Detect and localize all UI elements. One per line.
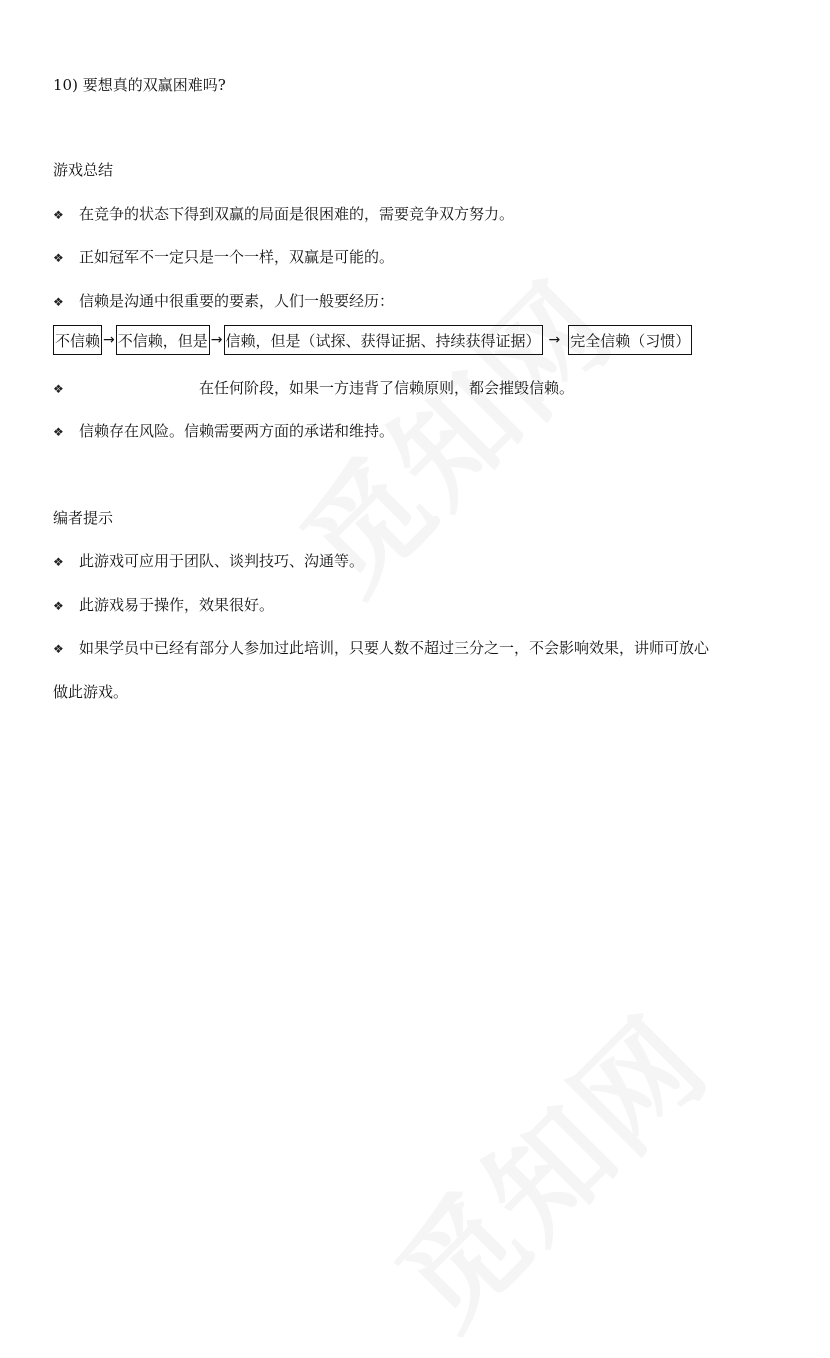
bullet-text: 信赖是沟通中很重要的要素，人们一般要经历： bbox=[79, 292, 395, 310]
bullet-text: 如果学员中已经有部分人参加过此培训，只要人数不超过三分之一，不会影响效果，讲师可放心 bbox=[79, 639, 710, 657]
flow-step: 不信赖，但是 bbox=[116, 325, 210, 355]
editor-bullet bbox=[53, 637, 709, 658]
diamond-bullet-icon: ❖ bbox=[53, 295, 64, 309]
summary-bullet bbox=[53, 203, 514, 224]
watermark bbox=[354, 974, 739, 1358]
bullet-text: 此游戏易于操作，效果很好。 bbox=[79, 596, 275, 614]
right-arrow-icon: → bbox=[103, 332, 115, 348]
diamond-bullet-icon: ❖ bbox=[53, 251, 64, 265]
diamond-bullet-icon: ❖ bbox=[53, 208, 64, 222]
summary-bullet bbox=[53, 246, 394, 267]
diamond-bullet-icon: ❖ bbox=[53, 555, 64, 569]
summary-bullet bbox=[53, 420, 394, 441]
diamond-bullet-icon: ❖ bbox=[53, 642, 64, 656]
question-text: 10) 要想真的双赢困难吗? bbox=[53, 76, 226, 94]
flow-step: 不信赖 bbox=[53, 325, 102, 355]
bullet-text: 在任何阶段，如果一方违背了信赖原则，都会摧毁信赖。 bbox=[199, 379, 575, 397]
editor-continuation: 做此游戏。 bbox=[53, 683, 129, 701]
editor-bullet bbox=[53, 550, 364, 571]
flow-step: 信赖，但是（试探、获得证据、持续获得证据） bbox=[224, 325, 543, 355]
bullet-text: 在竞争的状态下得到双赢的局面是很困难的，需要竞争双方努力。 bbox=[79, 205, 515, 223]
editor-bullet bbox=[53, 594, 274, 615]
summary-bullet bbox=[53, 377, 574, 398]
summary-bullet bbox=[53, 290, 394, 311]
summary-heading: 游戏总结 bbox=[53, 161, 114, 179]
bullet-text: 此游戏可应用于团队、谈判技巧、沟通等。 bbox=[79, 552, 365, 570]
right-arrow-icon: → bbox=[548, 332, 561, 348]
diamond-bullet-icon: ❖ bbox=[53, 382, 64, 396]
trust-flow-diagram bbox=[53, 324, 692, 356]
bullet-text: 信赖存在风险。信赖需要两方面的承诺和维持。 bbox=[79, 422, 395, 440]
bullet-text: 正如冠军不一定只是一个一样，双赢是可能的。 bbox=[79, 248, 395, 266]
diamond-bullet-icon: ❖ bbox=[53, 599, 64, 613]
editor-heading: 编者提示 bbox=[53, 509, 114, 527]
flow-step: 完全信赖（习惯） bbox=[568, 325, 692, 355]
right-arrow-icon: → bbox=[210, 332, 223, 348]
diamond-bullet-icon: ❖ bbox=[53, 425, 64, 439]
